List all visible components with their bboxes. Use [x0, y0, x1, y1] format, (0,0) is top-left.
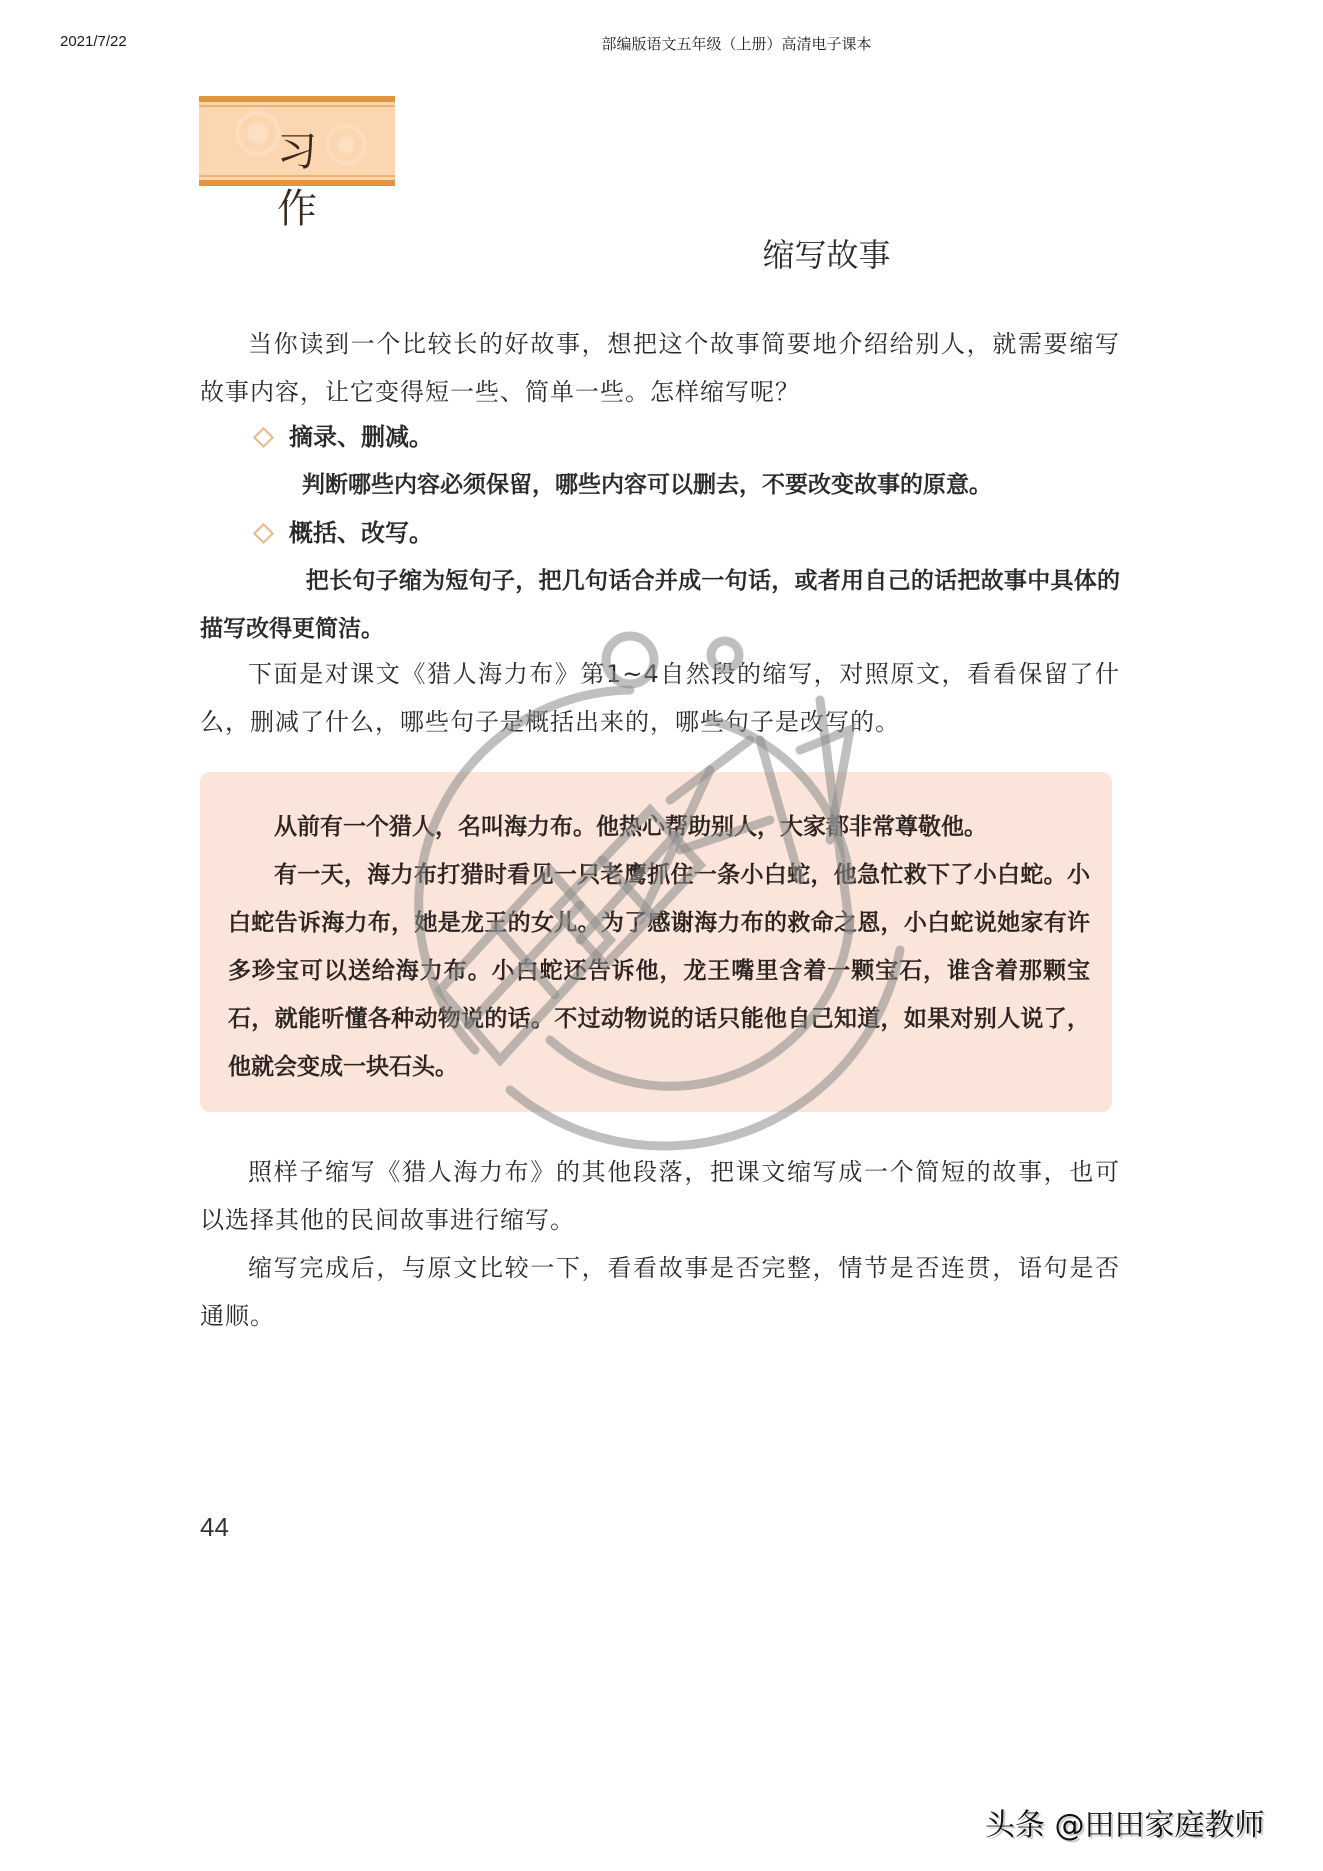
- page-number: 44: [200, 1512, 229, 1542]
- example-paragraph: 有一天，海力布打猎时看见一只老鹰抓住一条小白蛇，他急忙救下了小白蛇。小白蛇告诉海力布，她是龙王的女儿。为了感谢海力布的救命之恩，小白蛇说她家有许多珍宝可以送给海力布。小白蛇还告诉他，龙王嘴里含着一颗宝石，谁含着那颗宝石，就能听懂各种动物说的话。不过动物说的话只能他自己知道，如果对别人说了，他就会变成一块石头。: [228, 861, 1090, 1080]
- compare-paragraph: [200, 650, 1120, 746]
- task-section: [200, 1148, 1120, 1340]
- document-header-title: 部编版语文五年级（上册）高清电子课本: [601, 35, 872, 53]
- method-item: [200, 509, 1120, 557]
- diamond-bullet-icon: [253, 522, 274, 543]
- method-heading: 概括、改写。: [289, 518, 433, 547]
- diamond-bullet-icon: [253, 426, 274, 447]
- method-item: [200, 413, 1120, 461]
- print-date: 2021/7/22: [60, 33, 127, 50]
- example-paragraph: 从前有一个猎人，名叫海力布。他热心帮助别人，大家都非常尊敬他。: [274, 813, 987, 840]
- method-heading: 摘录、删减。: [289, 422, 433, 451]
- method-description: 判断哪些内容必须保留，哪些内容可以删去，不要改变故事的原意。: [302, 471, 992, 498]
- method-description: 把长句子缩为短句子，把几句话合并成一句话，或者用自己的话把故事中具体的描写改得更简洁。: [200, 567, 1120, 642]
- task-paragraph: 缩写完成后，与原文比较一下，看看故事是否完整，情节是否连贯，语句是否通顺。: [200, 1254, 1120, 1330]
- attribution-watermark: 头条 @田田家庭教师: [985, 1808, 1265, 1843]
- compare-text: 下面是对课文《猎人海力布》第1~4自然段的缩写，对照原文，看看保留了什么，删减了什么，哪些句子是概括出来的，哪些句子是改写的。: [200, 660, 1120, 736]
- intro-text: 当你读到一个比较长的好故事，想把这个故事简要地介绍给别人，就需要缩写故事内容，让它变得短一些、简单一些。怎样缩写呢？: [200, 330, 1120, 406]
- section-badge: [199, 96, 395, 232]
- task-paragraph: 照样子缩写《猎人海力布》的其他段落，把课文缩写成一个简短的故事，也可以选择其他的民间故事进行缩写。: [200, 1158, 1120, 1234]
- section-badge-label: 习 作: [277, 129, 347, 232]
- method-list: [200, 413, 1120, 653]
- example-text: [228, 803, 1090, 1091]
- intro-paragraph: [200, 320, 1120, 416]
- lesson-title: 缩写故事: [762, 236, 891, 274]
